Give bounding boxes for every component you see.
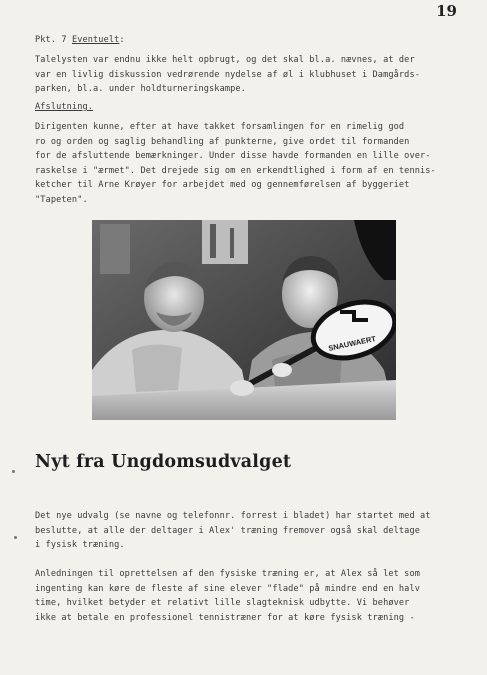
paragraph-ungdom-2 bbox=[35, 567, 465, 625]
text-line: ikke at betale en professionel tennistræner for at køre fysisk træning - bbox=[35, 612, 415, 623]
text-line: for de afsluttende bemærkninger. Under disse havde formanden en lille over- bbox=[35, 151, 431, 162]
section-colon: : bbox=[119, 35, 125, 45]
text-line: raskelse i "ærmet". Det drejede sig om en erkendtlighed i form af en tennis- bbox=[35, 165, 436, 176]
paragraph-ungdom-1 bbox=[35, 509, 465, 553]
paragraph-eventuelt bbox=[35, 53, 465, 97]
section-title: Eventuelt bbox=[71, 35, 120, 45]
paragraph-afslutning bbox=[35, 120, 465, 208]
text-line: "Tapeten". bbox=[35, 194, 88, 205]
text-line: var en livlig diskussion vedrørende nydelse af øl i klubhuset i Damgårds- bbox=[35, 69, 420, 80]
racket-brand-label: SNAUWAERT bbox=[327, 334, 377, 353]
section-heading-eventuelt bbox=[35, 33, 125, 48]
wall-picture bbox=[202, 220, 248, 264]
text-line: Det nye udvalg (se navne og telefonnr. forrest i bladet) har startet med at bbox=[35, 511, 431, 521]
text-line: Talelysten var endnu ikke helt opbrugt, og det skal bl.a. nævnes, at der bbox=[35, 55, 415, 65]
section-number: Pkt. 7 bbox=[35, 35, 67, 45]
text-line: ingenting kan køre de fleste af sine elever "flade" på mindre end en halv bbox=[35, 583, 420, 594]
text-line: i fysisk træning. bbox=[35, 540, 125, 551]
text-line: Anledningen til oprettelsen af den fysiske træning er, at Alex så let som bbox=[35, 569, 420, 579]
text-line: beslutte, at alle der deltager i Alex' træning fremover også skal deltage bbox=[35, 525, 420, 536]
scan-speck bbox=[14, 536, 17, 539]
photo-illustration bbox=[92, 220, 396, 420]
text-line: ro og orden og saglig behandling af punkterne, give ordet til formanden bbox=[35, 136, 410, 147]
text-line: time, hvilket betyder et relativt lille slagteknisk udbytte. Vi behøver bbox=[35, 598, 410, 609]
scan-speck bbox=[12, 470, 15, 473]
heading-afslutning: Afslutning. bbox=[35, 102, 94, 112]
headline-ungdomsudvalget: Nyt fra Ungdomsudvalget bbox=[35, 452, 292, 472]
text-line: parken, bl.a. under holdturneringskampe. bbox=[35, 84, 246, 95]
photo-racket-presentation bbox=[92, 220, 396, 420]
page-number: 19 bbox=[436, 2, 457, 20]
text-line: ketcher til Arne Krøyer for arbejdet med og gennemførelsen af byggeriet bbox=[35, 180, 410, 191]
text-line: Dirigenten kunne, efter at have takket forsamlingen for en rimelig god bbox=[35, 122, 405, 132]
